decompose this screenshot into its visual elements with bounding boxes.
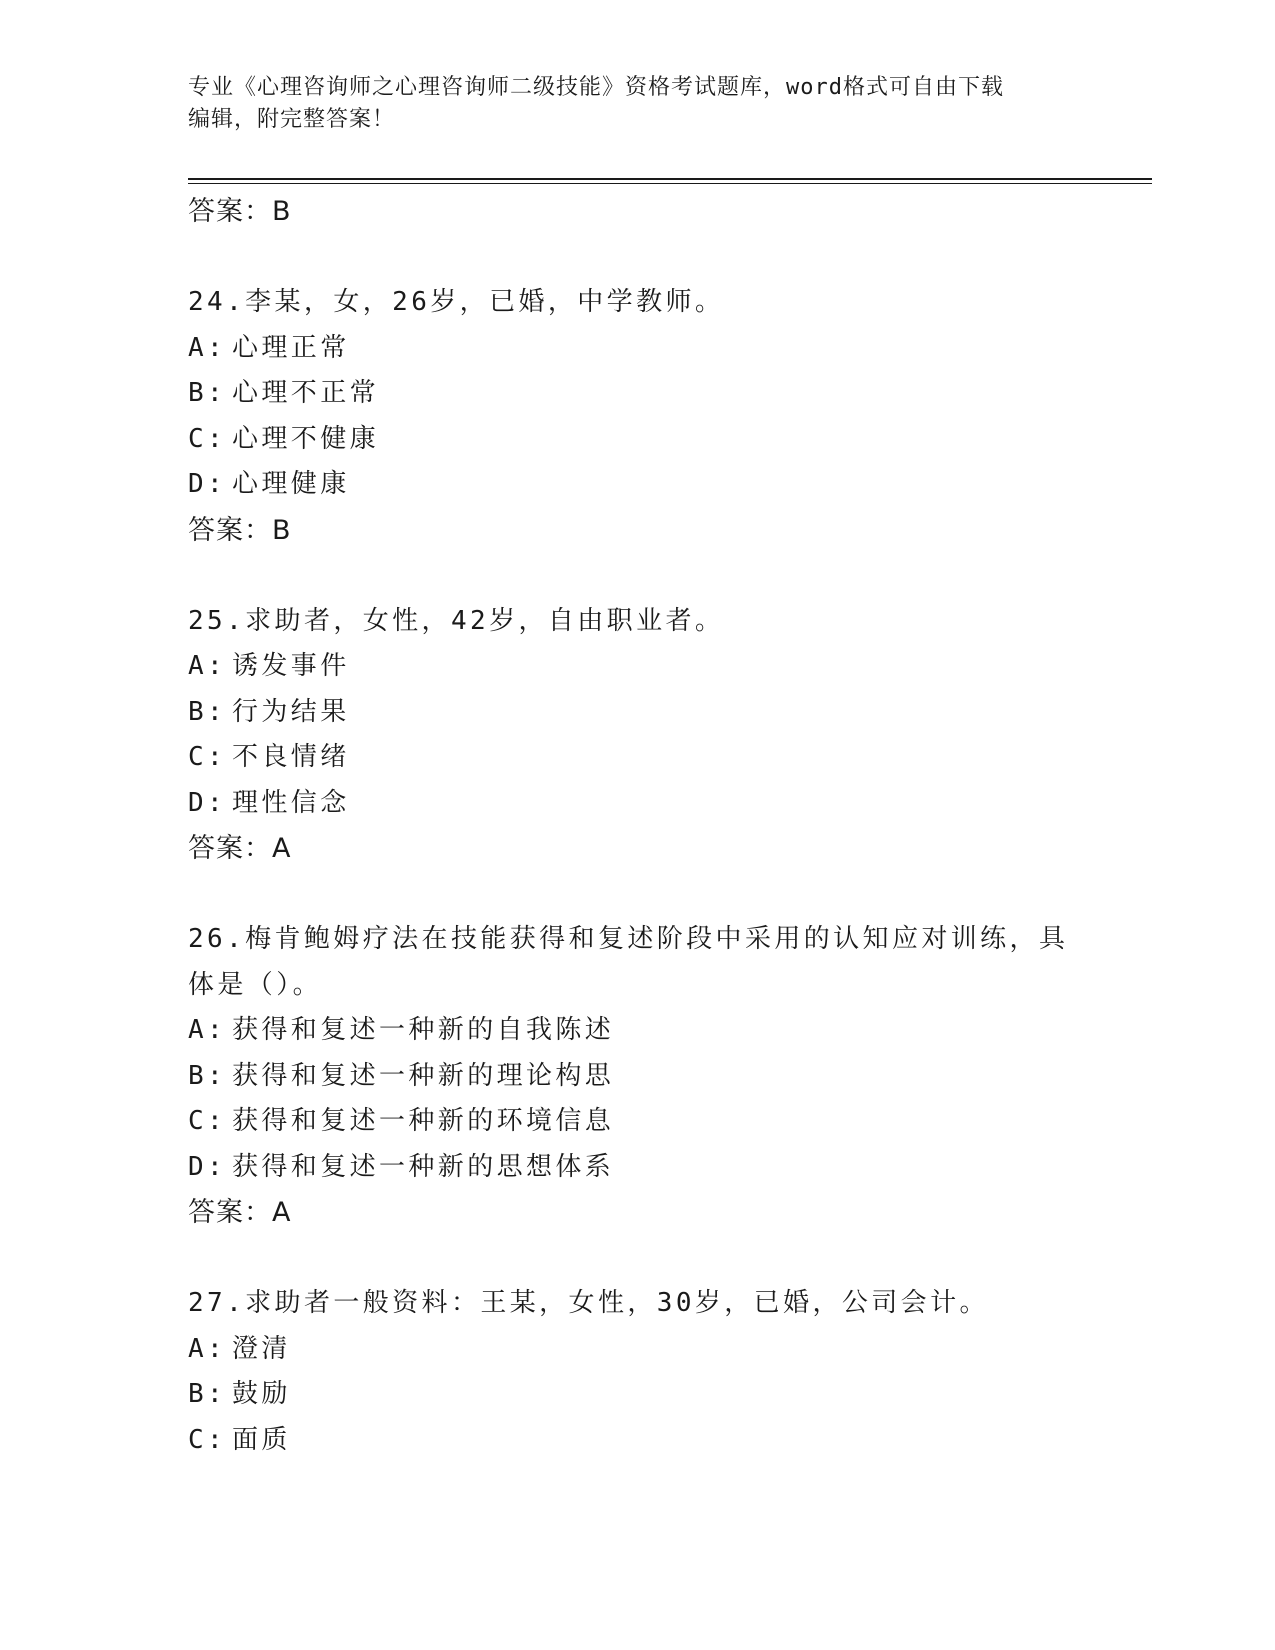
option-key: D: <box>188 1151 227 1182</box>
header-line-1: 专业《心理咨询师之心理咨询师二级技能》资格考试题库，word格式可自由下载 <box>188 75 1004 100</box>
option-d <box>188 462 1148 508</box>
option-d <box>188 1145 1148 1191</box>
option-text: 理性信念 <box>232 787 350 818</box>
question-stem: 24.李某，女，26岁，已婚，中学教师。 <box>188 287 725 317</box>
question-stem: 25.求助者，女性，42岁，自由职业者。 <box>188 605 725 636</box>
option-key: C: <box>188 742 227 772</box>
question-stem: 26.梅肯鲍姆疗法在技能获得和复述阶段中采用的认知应对训练，具体是（）。 <box>188 924 1069 1000</box>
option-text: 心理不正常 <box>232 378 380 408</box>
option-key: B: <box>188 1060 227 1091</box>
question-item <box>188 280 1148 554</box>
option-key: C: <box>188 1424 227 1455</box>
header-line-2: 编辑，附完整答案！ <box>188 107 396 132</box>
header-divider-thin <box>188 183 1152 184</box>
option-a <box>188 326 1148 372</box>
option-key: C: <box>188 1106 227 1136</box>
option-text: 面质 <box>232 1424 291 1455</box>
answer-line: 答案：B <box>188 196 292 227</box>
option-key: A: <box>188 651 227 681</box>
header-divider <box>188 178 1152 180</box>
question-item <box>188 917 1148 1236</box>
option-key: B: <box>188 1379 227 1409</box>
option-key: A: <box>188 1015 227 1045</box>
option-key: D: <box>188 469 227 499</box>
answer-line: 答案：A <box>188 1197 292 1228</box>
option-text: 心理不健康 <box>232 423 380 454</box>
option-text: 不良情绪 <box>232 742 350 772</box>
option-c <box>188 417 1148 463</box>
option-c <box>188 735 1148 781</box>
option-b <box>188 690 1148 736</box>
option-text: 鼓励 <box>232 1379 291 1409</box>
option-key: B: <box>188 696 227 727</box>
question-stem: 27.求助者一般资料：王某，女性，30岁，已婚，公司会计。 <box>188 1288 989 1318</box>
option-text: 诱发事件 <box>232 651 350 681</box>
option-text: 获得和复述一种新的自我陈述 <box>232 1015 615 1045</box>
option-b <box>188 371 1148 417</box>
option-b <box>188 1372 1148 1418</box>
document-header <box>188 72 1088 136</box>
question-list <box>188 189 1148 1463</box>
option-text: 澄清 <box>232 1333 291 1364</box>
option-text: 获得和复述一种新的理论构思 <box>232 1060 615 1091</box>
option-c <box>188 1099 1148 1145</box>
option-key: A: <box>188 332 227 363</box>
option-text: 心理健康 <box>232 469 350 499</box>
option-key: D: <box>188 787 227 818</box>
answer-line: 答案：A <box>188 833 292 864</box>
option-key: C: <box>188 423 227 454</box>
question-item <box>188 599 1148 873</box>
option-text: 心理正常 <box>232 332 350 363</box>
option-key: A: <box>188 1333 227 1364</box>
option-text: 行为结果 <box>232 696 350 727</box>
option-a <box>188 644 1148 690</box>
option-b <box>188 1054 1148 1100</box>
option-d <box>188 781 1148 827</box>
option-text: 获得和复述一种新的思想体系 <box>232 1151 615 1182</box>
option-key: B: <box>188 378 227 408</box>
option-c <box>188 1418 1148 1464</box>
option-a <box>188 1008 1148 1054</box>
option-a <box>188 1327 1148 1373</box>
question-item <box>188 1281 1148 1463</box>
option-text: 获得和复述一种新的环境信息 <box>232 1106 615 1136</box>
answer-line: 答案：B <box>188 514 292 546</box>
